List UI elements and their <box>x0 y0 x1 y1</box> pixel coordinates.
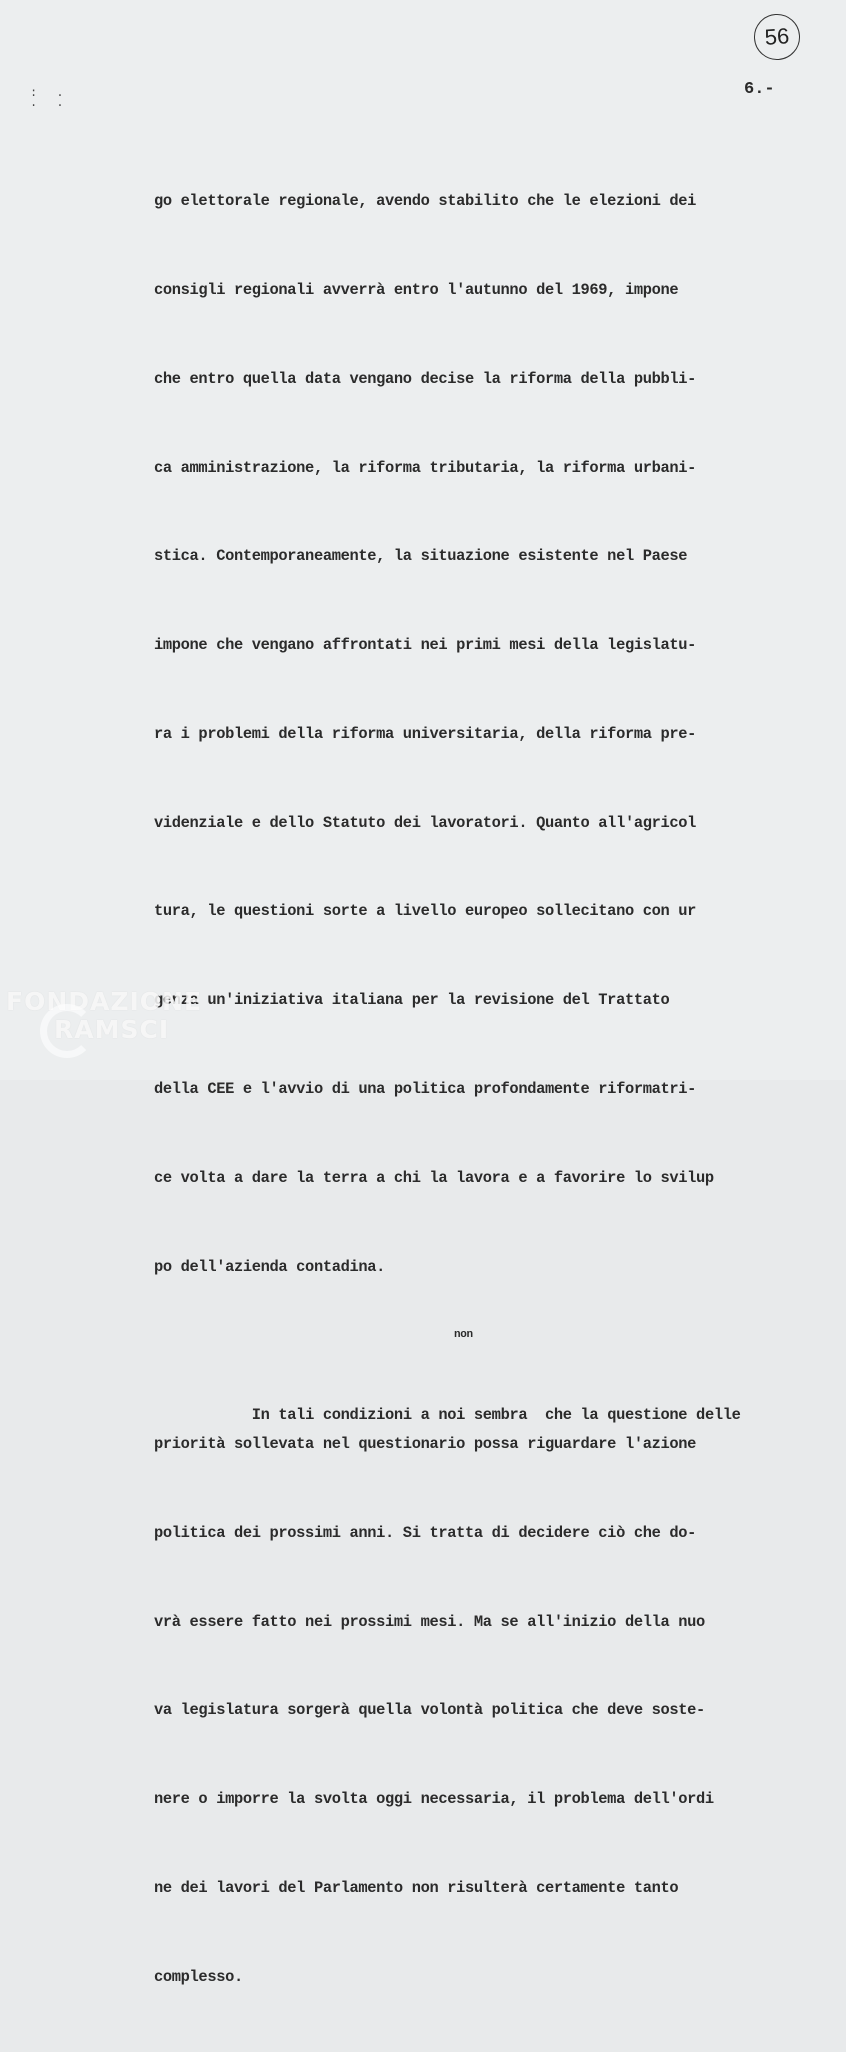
text-line: va legislatura sorgerà quella volontà politica che deve soste- <box>154 1701 705 1720</box>
text-line: politica dei prossimi anni. Si tratta di decidere ciò che do- <box>154 1523 697 1542</box>
text-line: ca amministrazione, la riforma tributaria, la riforma urbani- <box>154 458 697 477</box>
text-line: impone che vengano affrontati nei primi mesi della legislatu- <box>154 636 697 655</box>
typewritten-text <box>154 128 794 2052</box>
watermark-line1: FONDAZIONE <box>6 987 203 1016</box>
text-line: nere o imporre la svolta oggi necessaria, il problema dell'ordi <box>154 1790 714 1809</box>
text-line-with-insertion <box>154 1329 794 1424</box>
text-line: videnziale e dello Statuto dei lavoratori. Quanto all'agricol <box>154 813 697 832</box>
logo-g-icon <box>40 1004 94 1058</box>
text-line: genza un'iniziativa italiana per la revisione del Trattato <box>154 991 670 1010</box>
watermark-logo <box>6 988 202 1044</box>
archive-number-stamp: 56 <box>752 12 801 61</box>
text-line: tura, le questioni sorte a livello europeo sollecitano con ur <box>154 902 697 921</box>
text-line: In tali condizioni a noi sembra che la questione delle <box>207 1405 741 1424</box>
text-line: ne dei lavori del Parlamento non risulterà certamente tanto <box>154 1879 679 1898</box>
text-line: po dell'azienda contadina. <box>154 1257 386 1276</box>
margin-marks: : . . . <box>30 86 70 110</box>
page-number: 6.- <box>744 80 775 99</box>
text-line: ra i problemi della riforma universitaria, della riforma pre- <box>154 724 697 743</box>
text-line: complesso. <box>154 1967 243 1986</box>
watermark-line2: RAMSCI <box>54 1015 170 1044</box>
interlinear-insertion: non <box>454 1329 473 1342</box>
text-line: ce volta a dare la terra a chi la lavora e a favorire lo svilup <box>154 1168 714 1187</box>
text-line: stica. Contemporaneamente, la situazione esistente nel Paese <box>154 547 688 566</box>
text-line: go elettorale regionale, avendo stabilito che le elezioni dei <box>154 192 697 211</box>
text-line: vrà essere fatto nei prossimi mesi. Ma se all'inizio della nuo <box>154 1612 705 1631</box>
text-line: priorità sollevata nel questionario possa riguardare l'azione <box>154 1435 697 1454</box>
text-line: della CEE e l'avvio di una politica profondamente riformatri- <box>154 1080 697 1098</box>
text-line: che entro quella data vengano decise la riforma della pubbli- <box>154 369 697 388</box>
text-line: consigli regionali avverrà entro l'autunno del 1969, impone <box>154 280 679 299</box>
